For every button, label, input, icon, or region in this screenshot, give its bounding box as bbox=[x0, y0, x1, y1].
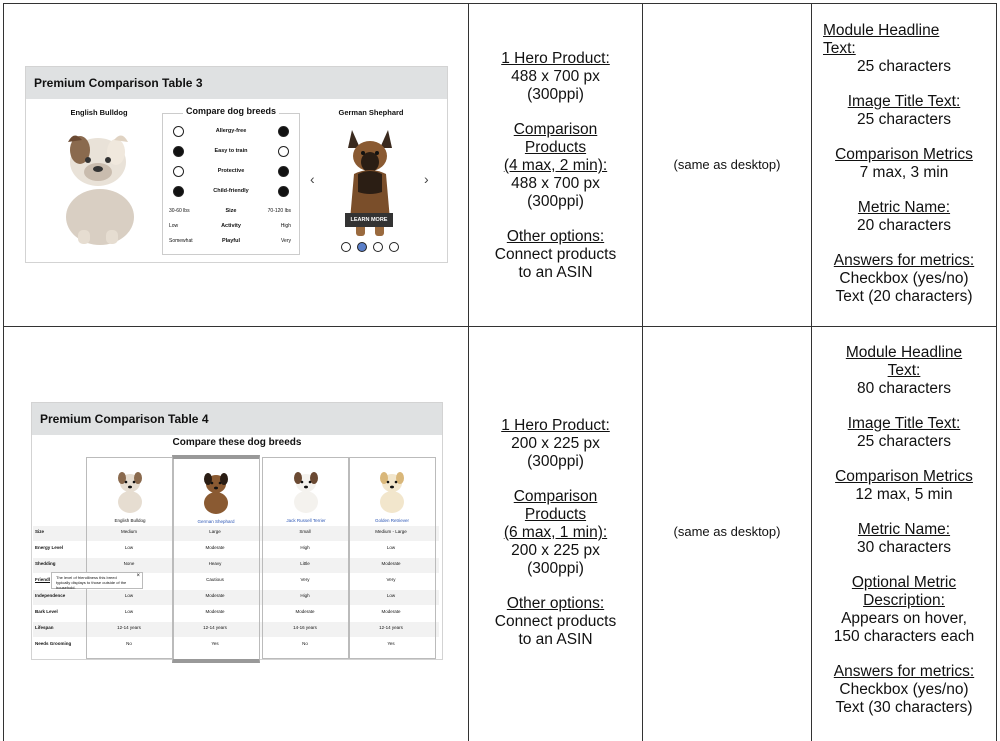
hero-size: 200 x 225 px bbox=[511, 435, 600, 452]
metric-value: Low bbox=[169, 223, 179, 229]
text-metric-row bbox=[167, 238, 295, 248]
metric-value: Somewhat bbox=[169, 238, 193, 244]
bulldog-image bbox=[48, 122, 148, 247]
metric-value: No bbox=[126, 641, 132, 646]
headline-label: Text: bbox=[823, 40, 856, 57]
metric-value: Heavy bbox=[208, 561, 222, 566]
metrics-value: 7 max, 3 min bbox=[859, 164, 949, 181]
comparison-table-3-mockup bbox=[25, 66, 448, 263]
metric-label: Independence bbox=[35, 593, 66, 598]
headline-label: Module Headline bbox=[823, 22, 940, 39]
metric-label: Bark Level bbox=[35, 609, 58, 614]
optional-description-label: Description: bbox=[863, 592, 945, 609]
metric-value: Large bbox=[209, 529, 221, 534]
image-title-value: 25 characters bbox=[857, 111, 951, 128]
product-name[interactable]: German Shephard bbox=[197, 519, 235, 524]
metric-value: Cautious bbox=[206, 577, 224, 582]
product-image bbox=[110, 468, 150, 514]
hero-size: 488 x 700 px bbox=[511, 68, 600, 85]
text-specs bbox=[812, 344, 996, 717]
metric-value: Moderate bbox=[381, 609, 401, 614]
answers-label: Answers for metrics: bbox=[833, 252, 975, 269]
metric-name-value: 30 characters bbox=[857, 539, 951, 556]
product-title: German Shephard bbox=[338, 108, 404, 117]
checked-circle-icon bbox=[173, 146, 184, 157]
metric-value: Moderate bbox=[205, 593, 225, 598]
unchecked-circle-icon bbox=[278, 146, 289, 157]
carousel-dot[interactable] bbox=[341, 242, 351, 252]
checked-circle-icon bbox=[278, 166, 289, 177]
headline-value: 25 characters bbox=[857, 58, 951, 75]
other-options-label: Other options: bbox=[506, 595, 605, 612]
close-icon[interactable]: × bbox=[136, 573, 140, 579]
unchecked-circle-icon bbox=[173, 126, 184, 137]
product-column bbox=[172, 455, 260, 663]
metric-value: Low bbox=[124, 545, 134, 550]
comparison-size: 200 x 225 px bbox=[511, 542, 600, 559]
hero-ppi: (300ppi) bbox=[527, 86, 584, 103]
other-options-label: Other options: bbox=[506, 228, 605, 245]
checked-circle-icon bbox=[278, 126, 289, 137]
hero-label: 1 Hero Product: bbox=[501, 50, 610, 67]
headline-value: 80 characters bbox=[857, 380, 951, 397]
mobile-spec: (same as desktop) bbox=[673, 157, 781, 172]
checkbox-metric-row bbox=[171, 186, 291, 200]
unchecked-circle-icon bbox=[173, 166, 184, 177]
metric-label: Playful bbox=[221, 238, 241, 244]
checked-circle-icon bbox=[173, 186, 184, 197]
metric-value: 12-14 years bbox=[117, 625, 141, 630]
product-title: English Bulldog bbox=[70, 108, 128, 117]
comparison-ppi: (300ppi) bbox=[527, 193, 584, 210]
image-title-value: 25 characters bbox=[857, 433, 951, 450]
metric-label: Protective bbox=[217, 168, 245, 174]
metrics-label: Comparison Metrics bbox=[835, 146, 973, 163]
metric-label: Size bbox=[35, 529, 45, 534]
comparison-label: Comparison bbox=[513, 121, 598, 138]
other-options-text: Connect products bbox=[494, 246, 617, 263]
metric-label: Size bbox=[225, 208, 237, 214]
comparison-label: Products bbox=[524, 506, 587, 523]
metric-value: High bbox=[300, 545, 310, 550]
optional-description-label: Optional Metric bbox=[851, 574, 957, 591]
product-name: English Bulldog bbox=[114, 518, 146, 523]
checkbox-metric-row bbox=[171, 166, 291, 180]
table-border-top bbox=[3, 3, 997, 4]
metric-value: Little bbox=[300, 561, 310, 566]
metric-value: 12-14 years bbox=[379, 625, 403, 630]
answers-value: Checkbox (yes/no) bbox=[839, 681, 969, 698]
metric-label: Lifespan bbox=[35, 625, 54, 630]
answers-value: Text (20 characters) bbox=[835, 288, 973, 305]
comparison-ppi: (300ppi) bbox=[527, 560, 584, 577]
metric-value: Low bbox=[386, 545, 396, 550]
comparison-limits: (4 max, 2 min): bbox=[503, 157, 608, 174]
metric-label[interactable]: Friendl bbox=[35, 577, 51, 582]
carousel-dots bbox=[339, 242, 399, 254]
text-specs bbox=[812, 22, 996, 306]
text-metric-row bbox=[167, 208, 295, 218]
other-options-text: Connect products bbox=[494, 613, 617, 630]
compare-panel bbox=[162, 106, 300, 255]
image-title-label: Image Title Text: bbox=[847, 93, 961, 110]
metric-value: Very bbox=[300, 577, 310, 582]
mockup-title: Premium Comparison Table 4 bbox=[32, 403, 442, 435]
metric-label: Activity bbox=[221, 223, 241, 229]
col-divider bbox=[996, 3, 997, 741]
other-options-text: to an ASIN bbox=[518, 631, 593, 648]
metric-value: Small bbox=[299, 529, 311, 534]
metric-name-label: Metric Name: bbox=[857, 521, 951, 538]
hero-label: 1 Hero Product: bbox=[501, 417, 610, 434]
metric-value: Yes bbox=[211, 641, 219, 646]
headline-label: Module Headline bbox=[845, 344, 963, 361]
metric-value: 14-16 years bbox=[293, 625, 317, 630]
product-name[interactable]: Jack Russell Terrier bbox=[286, 518, 326, 523]
carousel-dot-active[interactable] bbox=[357, 242, 367, 252]
metric-label: Allergy-free bbox=[215, 128, 247, 134]
text-metric-row bbox=[167, 223, 295, 233]
metric-value: 30-60 lbs bbox=[169, 208, 190, 214]
mobile-spec: (same as desktop) bbox=[673, 524, 781, 539]
metric-value: 12-14 years bbox=[203, 625, 227, 630]
checkbox-metric-row bbox=[171, 126, 291, 140]
comparison-table-4-mockup bbox=[31, 402, 443, 660]
metric-value: Moderate bbox=[381, 561, 401, 566]
product-name[interactable]: Golden Retriever bbox=[374, 518, 410, 523]
metric-label: Needs Grooming bbox=[35, 641, 72, 646]
chevron-left-icon[interactable]: ‹ bbox=[310, 171, 315, 187]
image-specs bbox=[469, 50, 642, 282]
metric-value: Very bbox=[386, 577, 396, 582]
product-image bbox=[372, 468, 412, 514]
image-specs bbox=[469, 417, 642, 649]
answers-value: Text (30 characters) bbox=[835, 699, 973, 716]
metric-value: High bbox=[280, 223, 291, 229]
tooltip-text: The level of friendliness this breed typically displays to those outside of the household. bbox=[56, 575, 127, 590]
mockup-title: Premium Comparison Table 3 bbox=[26, 67, 447, 99]
answers-label: Answers for metrics: bbox=[833, 663, 975, 680]
metric-label: Child-friendly bbox=[213, 188, 249, 194]
metric-value: Low bbox=[386, 593, 396, 598]
chevron-right-icon[interactable]: › bbox=[424, 171, 429, 187]
hero-ppi: (300ppi) bbox=[527, 453, 584, 470]
other-options-text: to an ASIN bbox=[518, 264, 593, 281]
checked-circle-icon bbox=[278, 186, 289, 197]
metric-value: Medium - Large bbox=[375, 529, 407, 534]
metric-value: Low bbox=[124, 609, 134, 614]
metric-label: Easy to train bbox=[214, 148, 248, 154]
comparison-limits: (6 max, 1 min): bbox=[503, 524, 608, 541]
headline-label: Text: bbox=[887, 362, 921, 379]
mockup-subtitle: Compare these dog breeds bbox=[172, 437, 302, 448]
metric-tooltip bbox=[51, 572, 143, 589]
metrics-label: Comparison Metrics bbox=[835, 468, 973, 485]
carousel-dot[interactable] bbox=[389, 242, 399, 252]
checkbox-metric-row bbox=[171, 146, 291, 160]
product-image bbox=[286, 468, 326, 514]
metric-value: Moderate bbox=[295, 609, 315, 614]
metric-value: None bbox=[123, 561, 135, 566]
col-divider bbox=[642, 3, 643, 741]
product-image bbox=[196, 469, 236, 515]
learn-more-button[interactable]: LEARN MORE bbox=[345, 213, 393, 227]
metric-value: Yes bbox=[387, 641, 395, 646]
answers-value: Checkbox (yes/no) bbox=[839, 270, 969, 287]
optional-description-value: Appears on hover, bbox=[841, 610, 967, 627]
carousel-dot[interactable] bbox=[373, 242, 383, 252]
metric-label: Energy Level bbox=[35, 545, 64, 550]
optional-description-value: 150 characters each bbox=[833, 628, 975, 645]
col-divider bbox=[3, 3, 4, 741]
comparison-label: Comparison bbox=[513, 488, 598, 505]
metric-value: Low bbox=[124, 593, 134, 598]
metric-label: Shedding bbox=[35, 561, 56, 566]
metric-value: No bbox=[302, 641, 308, 646]
metric-name-value: 20 characters bbox=[857, 217, 951, 234]
comparison-label: Products bbox=[524, 139, 587, 156]
metric-value: Moderate bbox=[205, 609, 225, 614]
metric-value: Very bbox=[280, 238, 291, 244]
metric-name-label: Metric Name: bbox=[857, 199, 951, 216]
image-title-label: Image Title Text: bbox=[847, 415, 961, 432]
metric-value: 70-120 lbs bbox=[267, 208, 291, 214]
panel-title: Compare dog breeds bbox=[163, 106, 299, 116]
metric-value: High bbox=[300, 593, 310, 598]
comparison-size: 488 x 700 px bbox=[511, 175, 600, 192]
metric-value: Moderate bbox=[205, 545, 225, 550]
row-divider bbox=[3, 326, 997, 327]
metric-value: Medium bbox=[120, 529, 137, 534]
metrics-value: 12 max, 5 min bbox=[855, 486, 953, 503]
